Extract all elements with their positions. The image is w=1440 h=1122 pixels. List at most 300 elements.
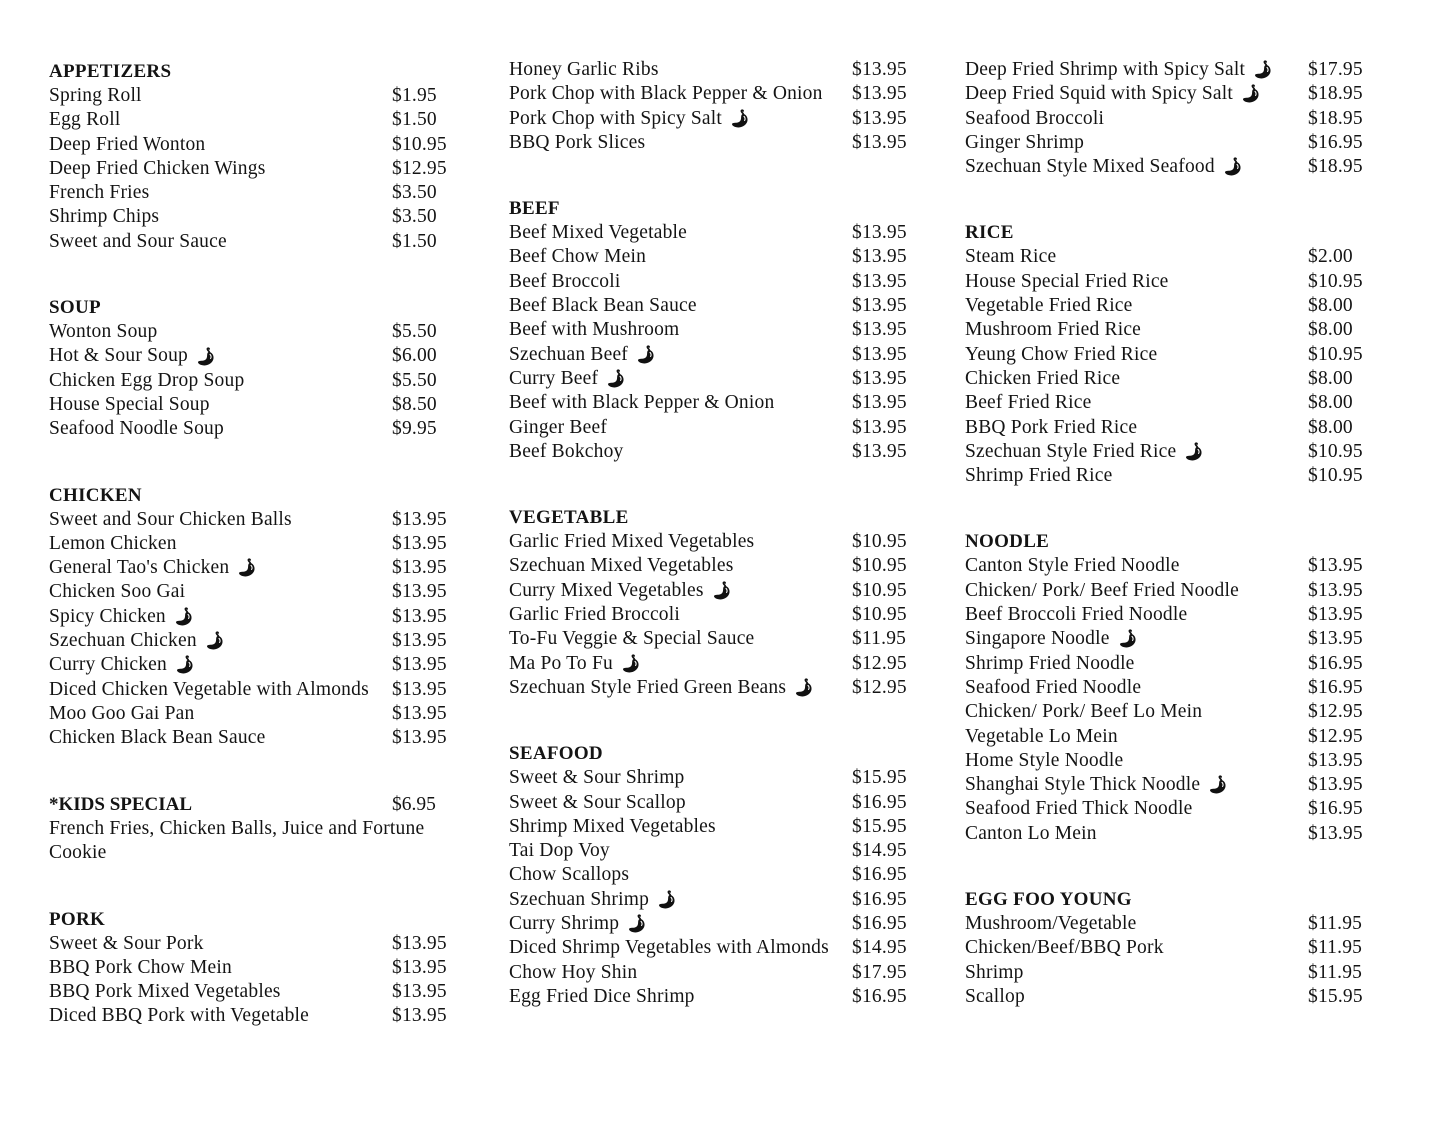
item-name: Seafood Fried Noodle: [965, 676, 1142, 698]
menu-item: [965, 554, 1375, 578]
item-price: $13.95: [392, 557, 447, 579]
item-name: BBQ Pork Mixed Vegetables: [49, 981, 281, 1003]
item-price: $8.50: [392, 393, 437, 415]
item-name-cell: [509, 652, 852, 676]
item-name-cell: [509, 367, 852, 391]
item-name-cell: [49, 678, 392, 702]
item-price: $8.00: [1308, 416, 1353, 438]
item-name-cell: [49, 1004, 392, 1028]
menu-item: [509, 579, 915, 603]
menu-item: [49, 230, 459, 254]
menu-item: [509, 131, 915, 155]
item-price: $13.95: [392, 932, 447, 954]
item-name-cell: [509, 391, 852, 415]
item-name: Spring Roll: [49, 85, 142, 106]
item-price: $16.95: [1308, 798, 1363, 820]
item-name: Szechuan Style Fried Green Beans: [509, 676, 787, 698]
menu-item: [965, 367, 1375, 391]
item-price: $16.95: [852, 791, 907, 813]
item-name: Chicken/ Pork/ Beef Lo Mein: [965, 701, 1203, 723]
item-price: $10.95: [1308, 343, 1363, 365]
item-name-cell: [965, 464, 1308, 488]
menu-section: [49, 482, 459, 751]
chili-pepper-icon: [1117, 628, 1139, 650]
menu-item: [49, 932, 459, 956]
item-name-cell: [509, 343, 852, 367]
item-price: $2.00: [1308, 246, 1353, 268]
item-name: Deep Fried Shrimp with Spicy Salt: [965, 59, 1246, 80]
item-name-cell: [965, 773, 1308, 797]
item-name: French Fries: [49, 182, 150, 204]
item-name-cell: [965, 270, 1308, 294]
item-name: Honey Garlic Ribs: [509, 59, 659, 80]
menu-item: [965, 416, 1375, 440]
menu-section: [49, 791, 459, 866]
item-name: Seafood Broccoli: [965, 107, 1105, 129]
menu-item: [965, 603, 1375, 627]
item-price: $13.95: [392, 605, 447, 627]
item-name-cell: [49, 580, 392, 604]
item-price: $10.95: [1308, 440, 1363, 462]
item-price: $13.95: [392, 1005, 447, 1027]
menu-item: [965, 725, 1375, 749]
menu-item: [49, 84, 459, 108]
item-price: $16.95: [852, 864, 907, 886]
item-name-cell: [49, 605, 392, 629]
item-price: $14.95: [852, 840, 907, 862]
item-name-cell: [509, 676, 852, 700]
menu-section: [965, 886, 1375, 1009]
item-price: $13.95: [1308, 628, 1363, 650]
item-price: $1.95: [392, 85, 437, 106]
menu-item: [49, 181, 459, 205]
item-name: Shrimp: [965, 961, 1024, 983]
menu-item: [509, 815, 915, 839]
menu-item: [965, 343, 1375, 367]
item-name-cell: [509, 221, 852, 245]
item-name: Wonton Soup: [49, 321, 158, 343]
section-title: SEAFOOD: [509, 743, 603, 765]
item-name-cell: [965, 554, 1308, 578]
item-name-cell: [965, 58, 1308, 82]
item-name-cell: [965, 343, 1308, 367]
item-name-cell: [509, 107, 852, 131]
item-name: Vegetable Fried Rice: [965, 295, 1133, 317]
menu-item: [965, 270, 1375, 294]
item-name: Deep Fried Chicken Wings: [49, 157, 266, 179]
item-price: $10.95: [1308, 465, 1363, 487]
menu-item: [49, 205, 459, 229]
item-price: $13.95: [392, 678, 447, 700]
item-name: Curry Chicken: [49, 654, 167, 676]
menu-item: [965, 652, 1375, 676]
item-name-cell: [509, 530, 852, 554]
item-price: $10.95: [1308, 270, 1363, 292]
menu-item: [49, 629, 459, 653]
chili-pepper-icon: [174, 654, 196, 676]
item-name: Shrimp Chips: [49, 206, 160, 228]
item-name-cell: [965, 82, 1308, 106]
item-price: $13.95: [392, 508, 447, 530]
item-name: Szechuan Beef: [509, 343, 629, 365]
item-name: Garlic Fried Broccoli: [509, 604, 680, 626]
chili-pepper-icon: [173, 606, 195, 628]
item-price: $13.95: [392, 981, 447, 1003]
item-name-cell: [965, 107, 1308, 131]
item-name: Home Style Noodle: [965, 749, 1124, 771]
item-name: Shrimp Fried Noodle: [965, 652, 1135, 674]
menu-item: [49, 956, 459, 980]
item-price: $13.95: [1308, 749, 1363, 771]
item-price: $13.95: [852, 222, 907, 244]
menu-section: [965, 58, 1375, 179]
item-name: Seafood Noodle Soup: [49, 418, 224, 440]
item-name: Diced Shrimp Vegetables with Almonds: [509, 937, 829, 959]
item-name-cell: [965, 627, 1308, 651]
item-name-cell: [49, 532, 392, 556]
menu-item: [49, 702, 459, 726]
item-price: $13.95: [1308, 604, 1363, 626]
item-price: $12.95: [852, 652, 907, 674]
item-name: Deep Fried Squid with Spicy Salt: [965, 83, 1234, 105]
item-name: Deep Fried Wonton: [49, 133, 206, 155]
item-name-cell: [965, 131, 1308, 155]
item-price: $13.95: [852, 416, 907, 438]
menu-section: [965, 219, 1375, 488]
item-name: Sweet & Sour Shrimp: [509, 767, 685, 789]
chili-pepper-icon: [793, 677, 815, 699]
item-price: $5.50: [392, 321, 437, 343]
item-name-cell: [509, 318, 852, 342]
menu-item: [49, 344, 459, 368]
menu-item: [509, 839, 915, 863]
item-price: $9.95: [392, 418, 437, 440]
item-price: $13.95: [852, 343, 907, 365]
item-price: $1.50: [392, 230, 437, 252]
item-price: $15.95: [852, 815, 907, 837]
section-title: EGG FOO YOUNG: [965, 889, 1132, 911]
menu-item: [509, 107, 915, 131]
menu-item: [965, 464, 1375, 488]
item-name-cell: [49, 980, 392, 1004]
menu-item: [965, 294, 1375, 318]
item-name: Szechuan Shrimp: [509, 888, 650, 910]
item-name-cell: [509, 766, 852, 790]
chili-pepper-icon: [605, 368, 627, 390]
menu-item: [509, 270, 915, 294]
item-price: $3.50: [392, 206, 437, 228]
item-name: Szechuan Chicken: [49, 630, 197, 652]
item-name: Tai Dop Voy: [509, 840, 610, 862]
item-name: Sweet & Sour Scallop: [509, 791, 686, 813]
item-price: $15.95: [852, 767, 907, 789]
item-price: $11.95: [1308, 913, 1363, 935]
item-name-cell: [509, 888, 852, 912]
menu-item: [965, 245, 1375, 269]
section-title: *KIDS SPECIAL: [49, 793, 193, 815]
item-name: Singapore Noodle: [965, 628, 1110, 650]
menu-item: [509, 554, 915, 578]
item-price: $18.95: [1308, 156, 1363, 178]
menu-section: [509, 740, 915, 1009]
item-price: $13.95: [852, 131, 907, 153]
item-price: $6.00: [392, 345, 437, 367]
menu-item: [965, 912, 1375, 936]
menu-item: [509, 367, 915, 391]
item-name: Beef Bokchoy: [509, 440, 624, 462]
item-name: Chicken Egg Drop Soup: [49, 369, 245, 391]
item-name-cell: [509, 936, 852, 960]
item-price: $13.95: [852, 270, 907, 292]
item-price: $13.95: [852, 246, 907, 268]
item-price: $18.95: [1308, 107, 1363, 129]
item-name: Curry Shrimp: [509, 913, 620, 935]
item-name-cell: [965, 961, 1308, 985]
item-name-cell: [49, 556, 392, 580]
item-name-cell: [965, 603, 1308, 627]
menu-item: [49, 605, 459, 629]
item-name-cell: [965, 155, 1308, 179]
item-name: Ma Po To Fu: [509, 652, 613, 674]
item-price: $17.95: [852, 961, 907, 983]
item-name: Shrimp Mixed Vegetables: [509, 815, 716, 837]
item-name: Egg Fried Dice Shrimp: [509, 985, 695, 1007]
menu-section: [965, 528, 1375, 846]
item-name-cell: [49, 181, 392, 205]
item-name: Sweet and Sour Sauce: [49, 230, 227, 252]
item-name: Steam Rice: [965, 246, 1057, 268]
menu-item: [965, 797, 1375, 821]
menu-section: [509, 58, 915, 155]
chili-pepper-icon: [195, 346, 217, 368]
item-price: $13.95: [1308, 555, 1363, 577]
item-name: Shanghai Style Thick Noodle: [965, 774, 1201, 796]
item-name-cell: [509, 554, 852, 578]
item-name: Scallop: [965, 985, 1025, 1007]
kids-special-header: [49, 791, 459, 817]
item-price: $12.95: [1308, 701, 1363, 723]
section-title: PORK: [49, 908, 106, 930]
section-title: VEGETABLE: [509, 507, 629, 529]
chili-pepper-icon: [626, 913, 648, 935]
item-name-cell: [965, 245, 1308, 269]
item-name: Chicken Soo Gai: [49, 581, 186, 603]
chili-pepper-icon: [656, 889, 678, 911]
item-price: $14.95: [852, 937, 907, 959]
menu-item: [49, 369, 459, 393]
menu-column-middle: [509, 58, 915, 1049]
item-name: Canton Style Fried Noodle: [965, 555, 1180, 577]
item-name-cell: [965, 936, 1308, 960]
item-price: $13.95: [852, 59, 907, 80]
menu-item: [509, 391, 915, 415]
menu-item: [509, 985, 915, 1009]
item-price: $12.95: [1308, 725, 1363, 747]
menu-item: [965, 985, 1375, 1009]
section-title: APPETIZERS: [49, 61, 172, 82]
item-price: $8.00: [1308, 367, 1353, 389]
item-name-cell: [965, 912, 1308, 936]
item-name-cell: [509, 579, 852, 603]
item-price: $18.95: [1308, 83, 1363, 105]
item-name-cell: [965, 440, 1308, 464]
item-price: $13.95: [1308, 774, 1363, 796]
item-name: Beef Broccoli Fried Noodle: [965, 604, 1188, 626]
menu-item: [49, 133, 459, 157]
item-name-cell: [509, 863, 852, 887]
menu-item: [965, 627, 1375, 651]
item-name: Spicy Chicken: [49, 605, 166, 627]
menu-item: [965, 676, 1375, 700]
item-name-cell: [49, 157, 392, 181]
item-name-cell: [49, 932, 392, 956]
item-name: Diced BBQ Pork with Vegetable: [49, 1005, 309, 1027]
item-price: $12.95: [392, 157, 447, 179]
item-name: Mushroom Fried Rice: [965, 319, 1142, 341]
section-title: RICE: [965, 222, 1014, 244]
menu-item: [49, 678, 459, 702]
item-name-cell: [509, 912, 852, 936]
item-name: Chicken/ Pork/ Beef Fried Noodle: [965, 579, 1239, 601]
item-name-cell: [509, 58, 852, 82]
item-name-cell: [509, 294, 852, 318]
item-name: Mushroom/Vegetable: [965, 913, 1137, 935]
menu-item: [509, 245, 915, 269]
item-name: Beef Broccoli: [509, 270, 621, 292]
kids-special-description: French Fries, Chicken Balls, Juice and Fortune Cookie: [49, 817, 425, 864]
item-price: $13.95: [392, 956, 447, 978]
menu-item: [509, 863, 915, 887]
item-name-cell: [965, 985, 1308, 1009]
item-name: Ginger Shrimp: [965, 131, 1085, 153]
menu-item: [965, 749, 1375, 773]
chili-pepper-icon: [635, 344, 657, 366]
item-name: Ginger Beef: [509, 416, 608, 438]
item-name: Curry Beef: [509, 367, 599, 389]
menu-item: [509, 530, 915, 554]
item-name-cell: [965, 749, 1308, 773]
menu-item: [49, 653, 459, 677]
item-name-cell: [965, 822, 1308, 846]
item-name: Seafood Fried Thick Noodle: [965, 798, 1193, 820]
item-price: $16.95: [852, 913, 907, 935]
menu-item: [965, 773, 1375, 797]
item-name: Lemon Chicken: [49, 532, 177, 554]
item-price: $3.50: [392, 182, 437, 204]
item-price: $10.95: [852, 531, 907, 553]
menu-item: [965, 131, 1375, 155]
chili-pepper-icon: [1183, 441, 1205, 463]
menu-item: [965, 58, 1375, 82]
item-name-cell: [965, 416, 1308, 440]
item-name: Beef Mixed Vegetable: [509, 222, 687, 244]
item-name-cell: [509, 985, 852, 1009]
item-name: Curry Mixed Vegetables: [509, 579, 704, 601]
section-title: NOODLE: [965, 531, 1050, 553]
item-name: Beef with Mushroom: [509, 319, 680, 341]
menu-item: [509, 888, 915, 912]
menu-item: [509, 961, 915, 985]
item-name: Canton Lo Mein: [965, 822, 1097, 844]
item-price: $13.95: [852, 83, 907, 105]
menu-item: [509, 627, 915, 651]
menu-item: [509, 221, 915, 245]
menu-item: [509, 416, 915, 440]
item-name: Hot & Sour Soup: [49, 345, 188, 367]
menu-item: [509, 912, 915, 936]
menu-item: [965, 961, 1375, 985]
item-name: Beef Fried Rice: [965, 392, 1092, 414]
item-name: Chicken Fried Rice: [965, 367, 1121, 389]
item-name-cell: [509, 416, 852, 440]
item-name: Egg Roll: [49, 109, 121, 131]
item-price: $15.95: [1308, 985, 1363, 1007]
item-name-cell: [509, 82, 852, 106]
item-name-cell: [509, 245, 852, 269]
item-name-cell: [509, 627, 852, 651]
item-name: Beef with Black Pepper & Onion: [509, 392, 775, 414]
section-title: BEEF: [509, 198, 560, 220]
item-price: $13.95: [852, 392, 907, 414]
menu-item: [509, 58, 915, 82]
item-name: BBQ Pork Slices: [509, 131, 646, 153]
menu-item: [49, 417, 459, 441]
item-price: $13.95: [852, 367, 907, 389]
item-name-cell: [509, 961, 852, 985]
menu-item: [509, 936, 915, 960]
item-name-cell: [49, 417, 392, 441]
item-name-cell: [965, 294, 1308, 318]
item-name: Vegetable Lo Mein: [965, 725, 1118, 747]
item-price: $16.95: [1308, 131, 1363, 153]
item-price: $13.95: [392, 581, 447, 603]
item-price: $10.95: [392, 133, 447, 155]
chili-pepper-icon: [1207, 774, 1229, 796]
menu-item: [49, 580, 459, 604]
chili-pepper-icon: [236, 557, 258, 579]
item-price: $12.95: [852, 676, 907, 698]
menu-column-left: [49, 58, 459, 1069]
item-name: Shrimp Fried Rice: [965, 465, 1113, 487]
menu-item: [509, 603, 915, 627]
item-price: $13.95: [852, 319, 907, 341]
menu-item: [509, 82, 915, 106]
item-name: Diced Chicken Vegetable with Almonds: [49, 678, 369, 700]
item-price: $13.95: [392, 532, 447, 554]
item-name-cell: [49, 133, 392, 157]
menu-item: [49, 393, 459, 417]
item-price: $16.95: [1308, 676, 1363, 698]
item-name-cell: [49, 393, 392, 417]
chili-pepper-icon: [1252, 59, 1274, 81]
menu-section: [49, 294, 459, 441]
menu-item: [965, 579, 1375, 603]
chili-pepper-icon: [620, 653, 642, 675]
menu-item: [509, 766, 915, 790]
menu-section: [509, 504, 915, 700]
item-name: Chicken/Beef/BBQ Pork: [965, 937, 1164, 959]
item-name: Sweet & Sour Pork: [49, 932, 204, 954]
item-name: Chow Hoy Shin: [509, 961, 638, 983]
menu-item: [509, 343, 915, 367]
item-name-cell: [49, 726, 392, 750]
menu-item: [49, 320, 459, 344]
item-name-cell: [509, 815, 852, 839]
item-price: $10.95: [852, 579, 907, 601]
menu-item: [965, 440, 1375, 464]
item-name-cell: [509, 839, 852, 863]
item-name: BBQ Pork Fried Rice: [965, 416, 1138, 438]
